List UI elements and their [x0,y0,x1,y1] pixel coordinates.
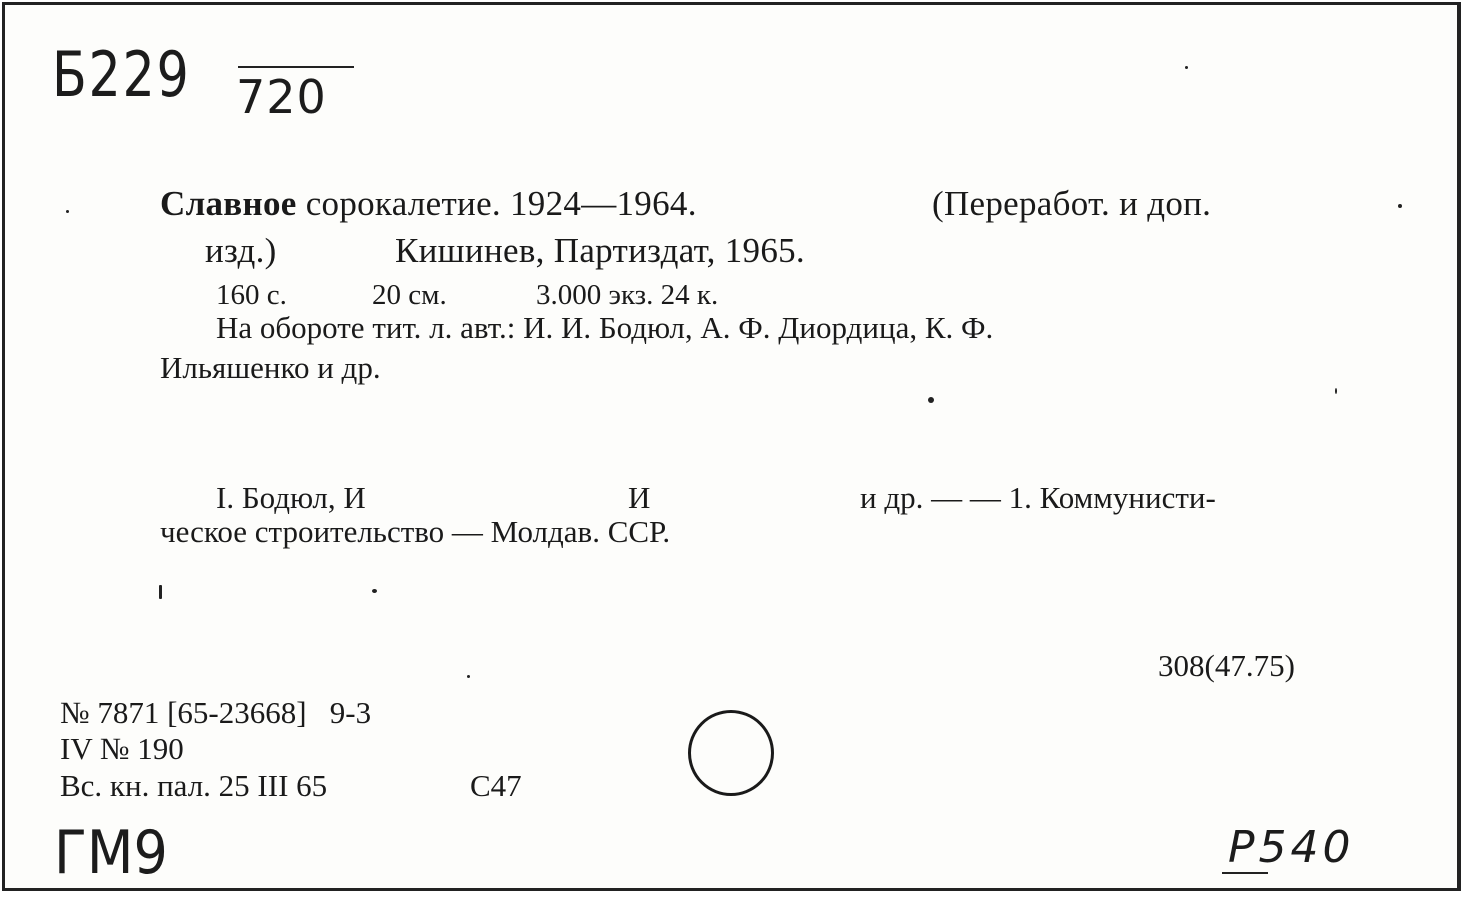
tracing-part-b: И [628,480,651,515]
entry-title-bold: Славное [160,184,297,223]
scan-speck [928,397,934,403]
entry-edition: (Переработ. и доп. [932,184,1212,223]
entry-note-line1: На обороте тит. л. авт.: И. И. Бодюл, А. Ф. Диордица, К. Ф. [216,310,994,345]
classification-number: 308(47.75) [1158,648,1295,683]
tracing-line2: ческое строительство — Молдав. ССР. [160,514,671,549]
footer-line3-b: С47 [470,768,522,803]
entry-edition-close: изд.) [205,231,277,270]
footer-line3-a: Вс. кн. пал. 25 III 65 [60,768,328,803]
scan-speck [467,675,470,678]
scan-speck [1335,388,1337,394]
tracing-part-a: I. Бодюл, И [216,480,366,515]
tracing-part-c: и др. — — 1. Коммунисти- [860,480,1216,515]
punch-hole-icon [688,710,774,796]
entry-copies-price: 3.000 экз. 24 к. [536,279,719,311]
footer-line1: № 7871 [65-23668] 9-3 [60,695,372,730]
entry-imprint: Кишинев, Партиздат, 1965. [395,231,805,270]
entry-title-rest: сорокалетие. 1924—1964. [305,184,697,223]
scan-speck [372,589,377,593]
handwritten-mark-underline [1222,872,1268,874]
entry-note-line2: Ильяшенко и др. [160,350,381,385]
shelf-mark-sub: 720 [236,70,327,124]
scan-speck [66,210,69,213]
shelf-mark: Б229 [52,38,191,111]
footer-line2: IV № 190 [60,731,184,766]
scan-speck [1185,66,1188,69]
handwritten-mark-right: Р540 [1228,822,1355,873]
scan-speck [1398,204,1402,208]
entry-pages: 160 с. [216,279,287,311]
shelf-mark-divider [238,66,354,68]
entry-size: 20 см. [372,279,447,311]
entry-title [160,184,697,224]
handwritten-mark-left: ГМ9 [54,818,168,888]
scan-speck [159,585,162,599]
